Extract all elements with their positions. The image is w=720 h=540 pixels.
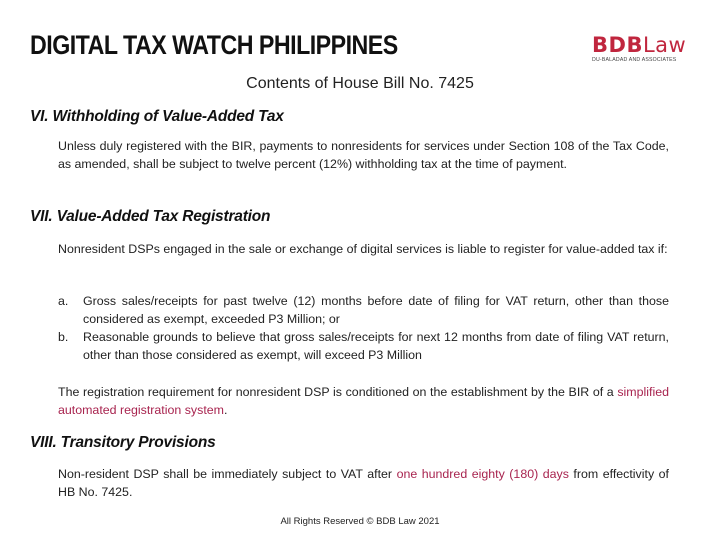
page-title: DIGITAL TAX WATCH PHILIPPINES [30, 30, 398, 60]
copyright-footer: All Rights Reserved © BDB Law 2021 [280, 516, 440, 527]
section-heading-registration: VII. Value-Added Tax Registration [30, 208, 271, 225]
page-subtitle: Contents of House Bill No. 7425 [246, 75, 474, 92]
list-item [58, 292, 669, 328]
closing-text: The registration requirement for nonresident DSP is conditioned on the establishment by the BIR of a [58, 385, 618, 399]
closing-period: . [223, 403, 228, 417]
transitory-text: Non-resident DSP shall be immediately subject to VAT after [58, 467, 397, 481]
highlighted-phrase-180-days: one hundred eighty (180) days [396, 467, 569, 481]
section-closing-registration [58, 383, 669, 419]
registration-criteria-list [58, 292, 669, 364]
section-intro-registration: Nonresident DSPs engaged in the sale or exchange of digital services is liable to register for value-added tax if: [58, 242, 668, 256]
logo-wordmark-bold: BDB [592, 33, 643, 57]
logo-tagline: DU-BALADAD AND ASSOCIATES [592, 57, 677, 63]
logo-wordmark-light: Law [642, 33, 687, 57]
section-heading-withholding: VI. Withholding of Value-Added Tax [30, 108, 284, 125]
company-logo [592, 34, 692, 63]
list-marker: a. [58, 294, 69, 308]
list-marker: b. [58, 330, 69, 344]
list-item-text: Gross sales/receipts for past twelve (12) months before date of filing for VAT return, other than those considered as exempt, exceeded P3 Million; or [83, 294, 669, 326]
section-body-withholding: Unless duly registered with the BIR, payments to nonresidents for services under Section 108 of the Tax Code, as amended, shall be subject to twelve percent (12%) withholding tax at the time of payment. [58, 139, 669, 171]
transitory-text-end: from effectivity of HB No. 7425. [58, 467, 669, 499]
list-item [58, 328, 669, 364]
section-body-transitory [58, 465, 669, 501]
logo-wordmark [592, 34, 692, 56]
list-item-text: Reasonable grounds to believe that gross sales/receipts for next 12 months from date of filing VAT return, other than those considered as exempt, will exceed P3 Million [83, 330, 669, 362]
highlighted-phrase-registration-system: simplified automated registration system [58, 385, 669, 417]
section-heading-transitory: VIII. Transitory Provisions [30, 434, 216, 451]
